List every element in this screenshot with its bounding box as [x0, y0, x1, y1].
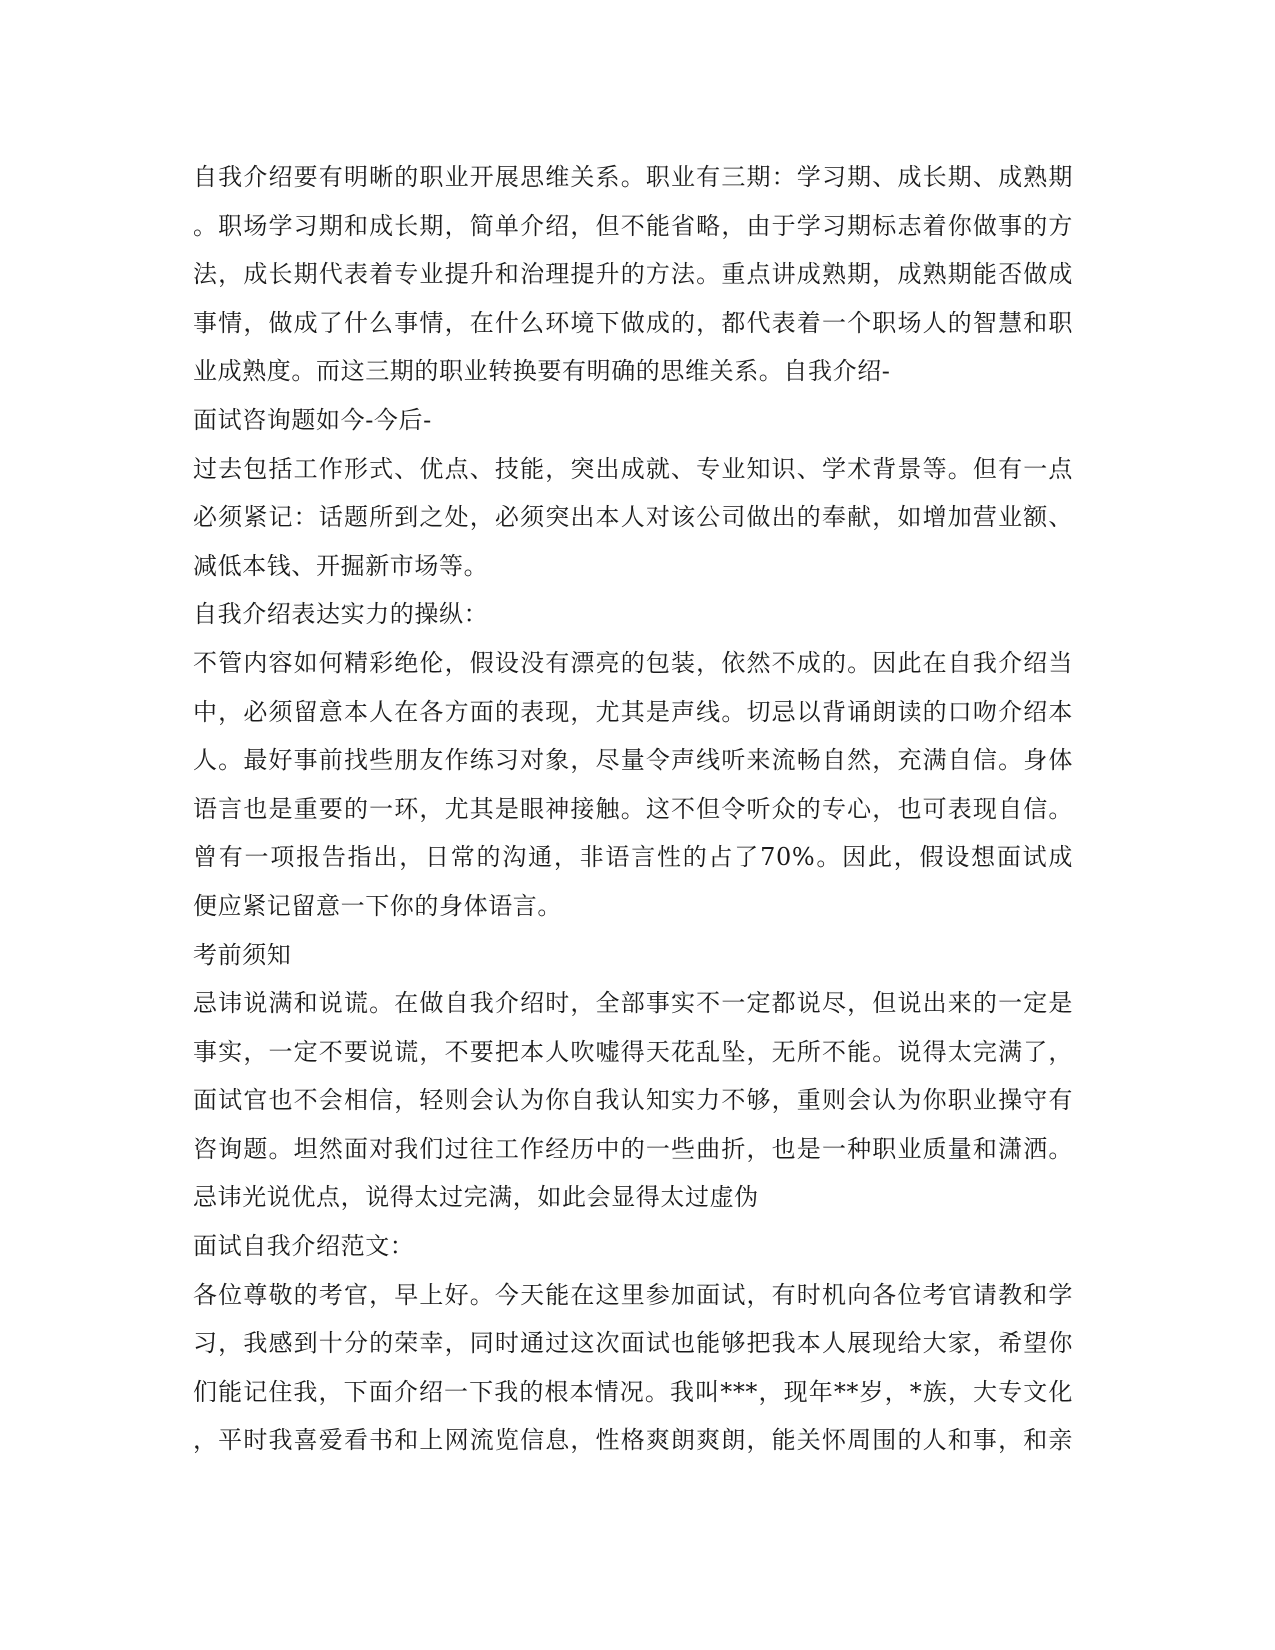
section-heading-3: 面试自我介绍范文： [193, 1232, 415, 1261]
text-line-4: 事情，做成了什么事情，在什么环境下做成的，都代表着一个职场人的智慧和职 [193, 308, 1073, 337]
text-line-25: 习，我感到十分的荣幸，同时通过这次面试也能够把我本人展现给大家，希望你 [193, 1329, 1073, 1358]
text-line-26: 们能记住我，下面介绍一下我的根本情况。我叫***，现年**岁，*族，大专文化 [193, 1377, 1073, 1406]
section-heading-2: 考前须知 [193, 940, 292, 969]
text-line-5: 业成熟度。而这三期的职业转换要有明确的思维关系。自我介绍- [193, 357, 891, 386]
text-line-24: 各位尊敬的考官，早上好。今天能在这里参加面试，有时机向各位考官请教和学 [193, 1280, 1073, 1309]
text-line-27: ，平时我喜爱看书和上网流览信息，性格爽朗爽朗，能关怀周围的人和事，和亲 [193, 1426, 1073, 1455]
text-line-18: 忌讳说满和说谎。在做自我介绍时，全部事实不一定都说尽，但说出来的一定是 [193, 989, 1073, 1018]
text-line-14: 语言也是重要的一环，尤其是眼神接触。这不但令听众的专心，也可表现自信。 [193, 794, 1073, 823]
text-line-8: 必须紧记：话题所到之处，必须突出本人对该公司做出的奉献，如增加营业额、 [193, 503, 1073, 532]
text-line-2: 。职场学习期和成长期，简单介绍，但不能省略，由于学习期标志着你做事的方 [193, 211, 1073, 240]
text-line-15: 曾有一项报告指出，日常的沟通，非语言性的占了70%。因此，假设想面试成 [193, 843, 1073, 872]
text-line-7: 过去包括工作形式、优点、技能，突出成就、专业知识、学术背景等。但有一点 [193, 454, 1073, 483]
text-line-20: 面试官也不会相信，轻则会认为你自我认知实力不够，重则会认为你职业操守有 [193, 1086, 1073, 1115]
text-line-1: 自我介绍要有明晰的职业开展思维关系。职业有三期：学习期、成长期、成熟期 [193, 163, 1073, 191]
text-line-9: 减低本钱、开掘新市场等。 [193, 551, 489, 580]
document-body [193, 153, 1073, 1465]
text-line-22: 忌讳光说优点，说得太过完满，如此会显得太过虚伪 [193, 1183, 759, 1212]
text-line-12: 中，必须留意本人在各方面的表现，尤其是声线。切忌以背诵朗读的口吻介绍本 [193, 697, 1073, 726]
text-line-11: 不管内容如何精彩绝伦，假设没有漂亮的包装，依然不成的。因此在自我介绍当 [193, 648, 1073, 677]
text-line-21: 咨询题。坦然面对我们过往工作经历中的一些曲折，也是一种职业质量和潇洒。 [193, 1134, 1073, 1163]
text-line-19: 事实，一定不要说谎，不要把本人吹嘘得天花乱坠，无所不能。说得太完满了， [193, 1037, 1073, 1066]
text-line-13: 人。最好事前找些朋友作练习对象，尽量令声线听来流畅自然，充满自信。身体 [193, 746, 1073, 775]
text-line-6: 面试咨询题如今-今后- [193, 405, 432, 434]
text-line-3: 法，成长期代表着专业提升和治理提升的方法。重点讲成熟期，成熟期能否做成 [193, 260, 1073, 289]
text-line-16: 便应紧记留意一下你的身体语言。 [193, 891, 562, 920]
section-heading-1: 自我介绍表达实力的操纵： [193, 600, 489, 629]
